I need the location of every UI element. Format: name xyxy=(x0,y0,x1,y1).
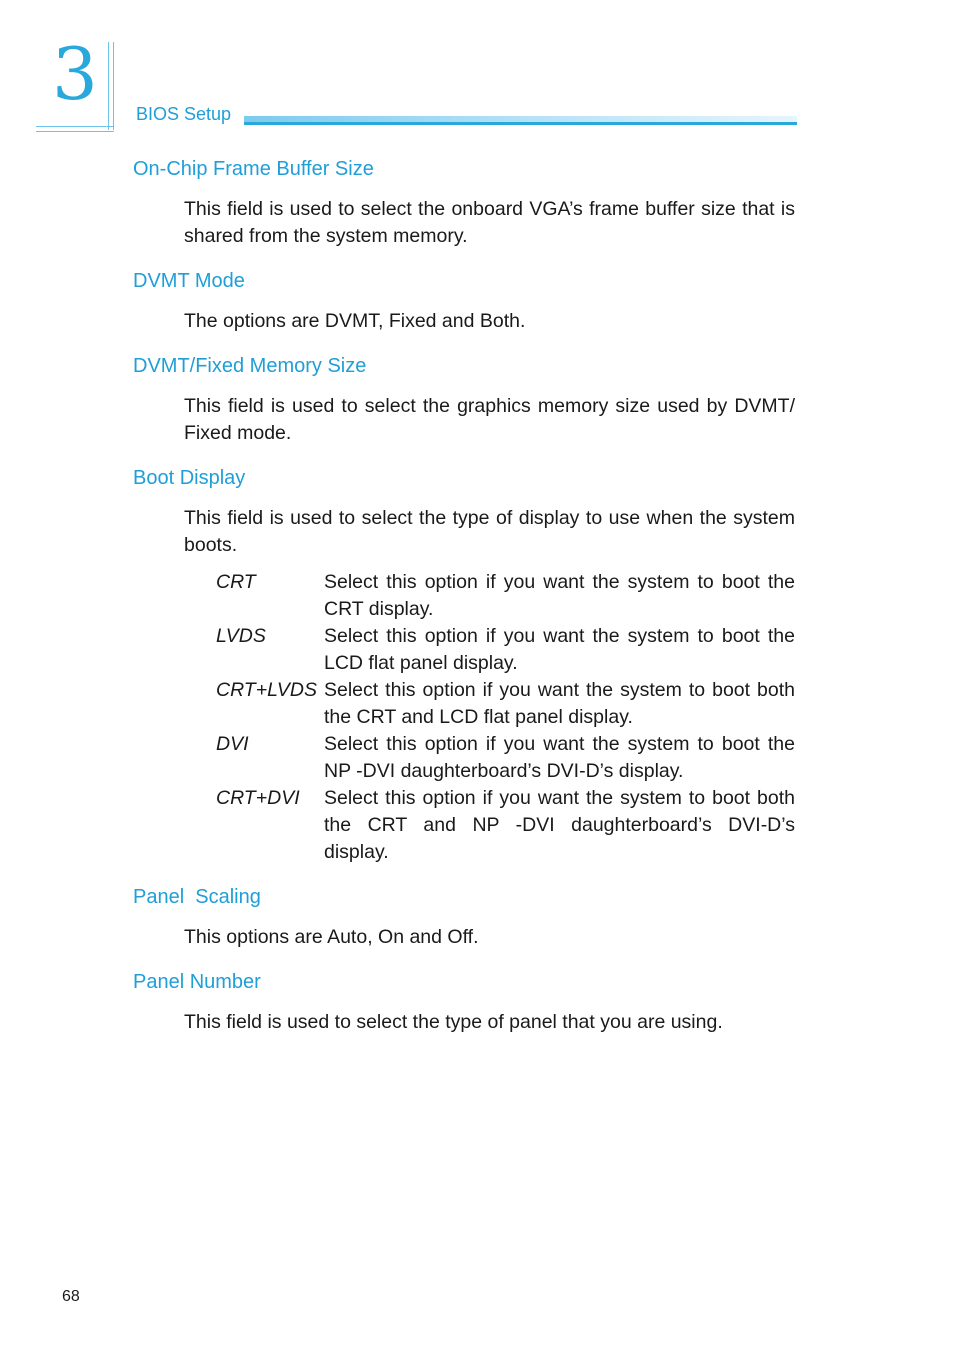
section-boot-display xyxy=(133,461,795,866)
section-body: This options are Auto, On and Off. xyxy=(184,926,479,948)
section-dvmt-fixed-memory-size xyxy=(133,349,795,447)
section-body: This field is used to select the graphics memory size used by DVMT/ Fixed mode. xyxy=(184,395,795,444)
option-row xyxy=(216,623,795,677)
running-title: BIOS Setup xyxy=(136,104,232,124)
option-term: CRT+DVI xyxy=(216,787,300,809)
section-body: This field is used to select the type of panel that you are using. xyxy=(184,1011,723,1033)
section-heading: Panel Number xyxy=(133,971,261,993)
page-content xyxy=(133,152,795,1050)
option-term: CRT+LVDS xyxy=(216,679,317,701)
section-heading: On-Chip Frame Buffer Size xyxy=(133,158,374,180)
section-heading: Panel Scaling xyxy=(133,886,261,908)
section-heading: DVMT/Fixed Memory Size xyxy=(133,355,367,377)
chapter-number: 3 xyxy=(52,32,98,116)
option-term: LVDS xyxy=(216,625,266,647)
section-heading: Boot Display xyxy=(133,467,246,489)
option-row xyxy=(216,677,795,731)
option-description: Select this option if you want the system to boot both the CRT and NP -DVI daughterboard’s DVI-D’s display. xyxy=(324,787,795,863)
chapter-vertical-rule xyxy=(108,42,114,130)
chapter-horizontal-rule xyxy=(36,126,114,132)
boot-display-options xyxy=(216,569,795,866)
section-on-chip-frame-buffer-size xyxy=(133,152,795,250)
section-body: This field is used to select the onboard VGA’s frame buffer size that is shared from the system memory. xyxy=(184,198,795,247)
option-row xyxy=(216,569,795,623)
section-body: The options are DVMT, Fixed and Both. xyxy=(184,310,526,332)
section-body: This field is used to select the type of display to use when the system boots. xyxy=(184,507,795,556)
option-description: Select this option if you want the system to boot the NP -DVI daughterboard’s DVI-D’s display. xyxy=(324,733,795,782)
option-description: Select this option if you want the system to boot the CRT display. xyxy=(324,571,795,620)
section-panel-scaling xyxy=(133,880,795,951)
section-dvmt-mode xyxy=(133,264,795,335)
header-gradient-bar xyxy=(244,116,797,125)
option-row xyxy=(216,731,795,785)
option-description: Select this option if you want the system to boot both the CRT and LCD flat panel display. xyxy=(324,679,795,728)
option-term: CRT xyxy=(216,571,256,593)
page-number: 68 xyxy=(62,1288,80,1305)
option-description: Select this option if you want the system to boot the LCD flat panel display. xyxy=(324,625,795,674)
section-heading: DVMT Mode xyxy=(133,270,245,292)
section-panel-number xyxy=(133,965,795,1036)
option-row xyxy=(216,785,795,866)
option-term: DVI xyxy=(216,733,249,755)
